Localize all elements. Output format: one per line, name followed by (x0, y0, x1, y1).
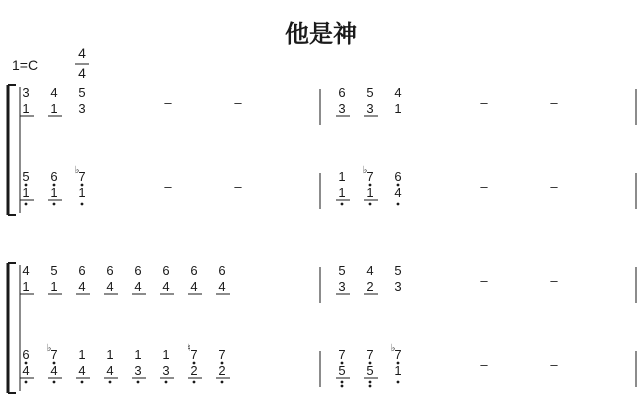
octave-dot (369, 203, 372, 206)
octave-dot (81, 381, 84, 384)
upper-note: 5 (338, 263, 346, 278)
accidental: ♭ (362, 165, 368, 176)
lower-note: 5 (338, 363, 346, 378)
octave-dot (25, 381, 28, 384)
upper-note: 7 (190, 347, 198, 362)
upper-note: 6 (394, 169, 402, 184)
key-signature: 1=C (12, 57, 39, 73)
rest-dash: – (480, 95, 488, 110)
lower-note: 1 (50, 279, 58, 294)
lower-note: 2 (190, 363, 198, 378)
lower-note: 3 (134, 363, 142, 378)
rest-dash: – (550, 357, 558, 372)
octave-dot (109, 381, 112, 384)
lower-note: 1 (22, 101, 30, 116)
upper-note: 6 (78, 263, 86, 278)
upper-note: 5 (78, 85, 86, 100)
lower-note: 1 (22, 279, 30, 294)
octave-dot (25, 203, 28, 206)
octave-dot (137, 381, 140, 384)
octave-dot (341, 381, 344, 384)
upper-note: 4 (366, 263, 374, 278)
upper-note: 1 (78, 347, 86, 362)
upper-note: 3 (22, 85, 30, 100)
staff-1 (20, 85, 636, 125)
lower-note: 3 (394, 279, 402, 294)
lower-note: 1 (50, 185, 58, 200)
rest-dash: – (480, 179, 488, 194)
upper-note: 4 (394, 85, 402, 100)
lower-note: 1 (366, 185, 374, 200)
time-signature-bottom: 4 (78, 65, 86, 81)
lower-note: 4 (162, 279, 170, 294)
octave-dot (397, 381, 400, 384)
upper-note: 5 (366, 85, 374, 100)
upper-note: 7 (366, 169, 374, 184)
octave-dot (81, 203, 84, 206)
upper-note: 7 (218, 347, 226, 362)
lower-note: 4 (134, 279, 142, 294)
upper-note: 6 (190, 263, 198, 278)
upper-note: 6 (50, 169, 58, 184)
lower-note: 2 (366, 279, 374, 294)
upper-note: 4 (50, 85, 58, 100)
octave-dot (369, 385, 372, 388)
lower-note: 1 (22, 185, 30, 200)
upper-note: 6 (134, 263, 142, 278)
upper-note: 7 (50, 347, 58, 362)
staff-1 (20, 263, 636, 303)
upper-note: 6 (338, 85, 346, 100)
octave-dot (397, 203, 400, 206)
upper-note: 7 (366, 347, 374, 362)
rest-dash: – (234, 179, 242, 194)
octave-dot (221, 381, 224, 384)
upper-note: 1 (338, 169, 346, 184)
accidental: ♭ (46, 343, 52, 354)
lower-note: 2 (218, 363, 226, 378)
upper-note: 6 (218, 263, 226, 278)
octave-dot (53, 381, 56, 384)
system-1 (8, 85, 636, 215)
rest-dash: – (234, 95, 242, 110)
staff-2 (20, 343, 636, 387)
upper-note: 7 (394, 347, 402, 362)
system-2 (8, 263, 636, 393)
lower-note: 1 (338, 185, 346, 200)
lower-note: 4 (78, 363, 86, 378)
staff-2 (20, 165, 636, 209)
upper-note: 1 (134, 347, 142, 362)
upper-note: 5 (50, 263, 58, 278)
octave-dot (193, 381, 196, 384)
rest-dash: – (550, 95, 558, 110)
lower-note: 4 (78, 279, 86, 294)
lower-note: 3 (338, 101, 346, 116)
lower-note: 1 (394, 363, 402, 378)
lower-note: 4 (50, 363, 58, 378)
accidental: ♭ (74, 165, 80, 176)
page-title: 他是神 (285, 20, 357, 48)
upper-note: 5 (394, 263, 402, 278)
lower-note: 5 (366, 363, 374, 378)
lower-note: 4 (190, 279, 198, 294)
upper-note: 7 (78, 169, 86, 184)
lower-note: 3 (162, 363, 170, 378)
upper-note: 6 (22, 347, 30, 362)
lower-note: 3 (338, 279, 346, 294)
lower-note: 1 (394, 101, 402, 116)
octave-dot (341, 385, 344, 388)
upper-note: 4 (22, 263, 30, 278)
octave-dot (369, 381, 372, 384)
lower-note: 4 (218, 279, 226, 294)
octave-dot (165, 381, 168, 384)
lower-note: 4 (106, 279, 114, 294)
octave-dot (53, 203, 56, 206)
rest-dash: – (550, 273, 558, 288)
upper-note: 1 (162, 347, 170, 362)
accidental: ♮ (187, 343, 191, 354)
lower-note: 4 (22, 363, 30, 378)
rest-dash: – (164, 95, 172, 110)
lower-note: 1 (50, 101, 58, 116)
time-signature-top: 4 (78, 45, 86, 61)
rest-dash: – (480, 357, 488, 372)
lower-note: 3 (366, 101, 374, 116)
rest-dash: – (550, 179, 558, 194)
score-systems (8, 85, 636, 393)
rest-dash: – (480, 273, 488, 288)
rest-dash: – (164, 179, 172, 194)
upper-note: 5 (22, 169, 30, 184)
lower-note: 4 (106, 363, 114, 378)
upper-note: 6 (106, 263, 114, 278)
upper-note: 7 (338, 347, 346, 362)
upper-note: 6 (162, 263, 170, 278)
accidental: ♭ (390, 343, 396, 354)
upper-note: 1 (106, 347, 114, 362)
lower-note: 1 (78, 185, 86, 200)
octave-dot (341, 203, 344, 206)
lower-note: 4 (394, 185, 402, 200)
lower-note: 3 (78, 101, 86, 116)
